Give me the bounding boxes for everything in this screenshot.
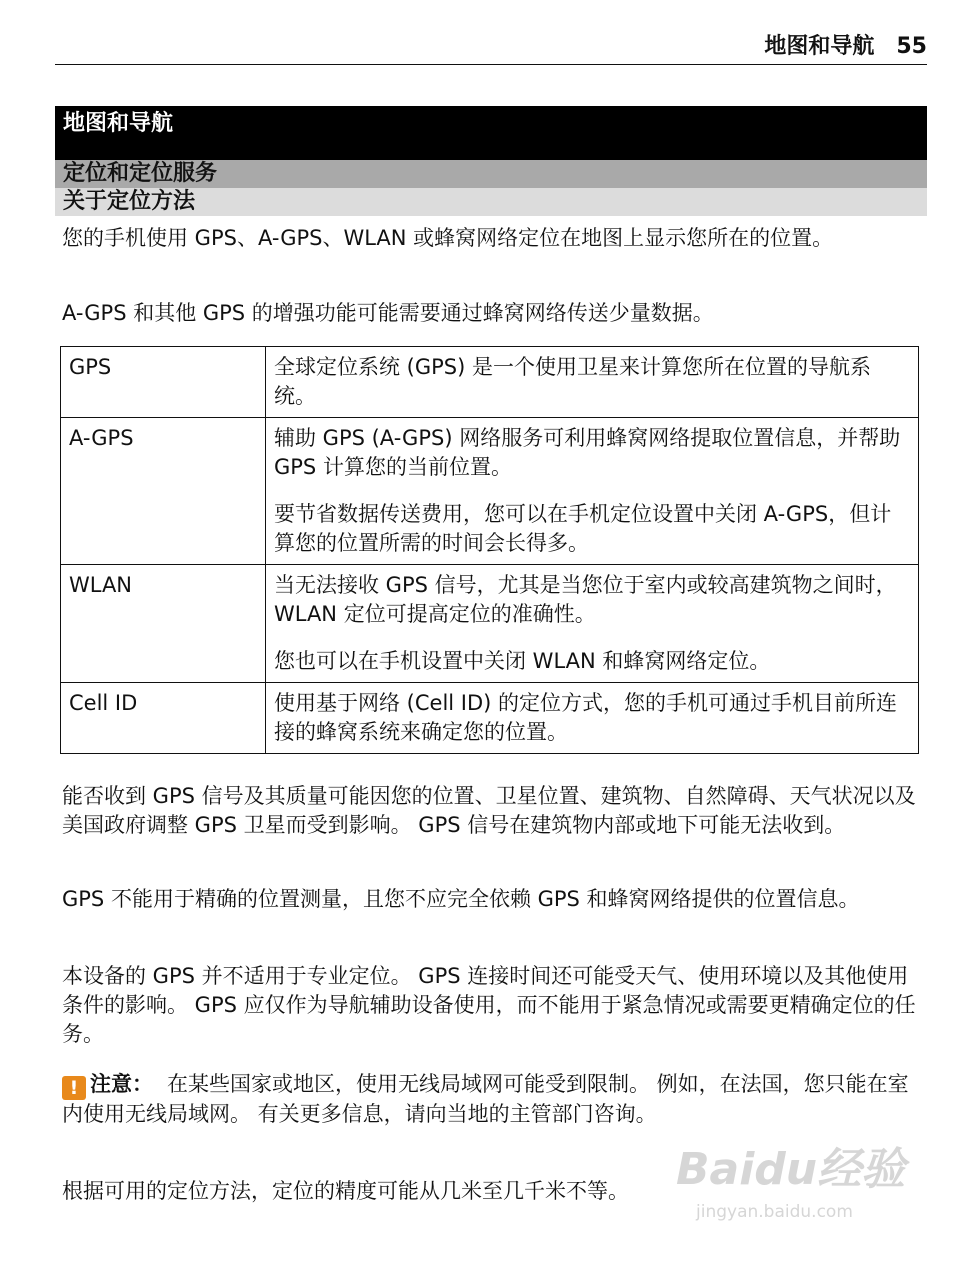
watermark-logo: Baidu经验 — [676, 1144, 906, 1195]
note-text: 在某些国家或地区，使用无线局域网可能受到限制。 例如，在法国，您只能在室内使用无线局域网。 有关更多信息，请向当地的主管部门咨询。 — [62, 1072, 909, 1126]
intro-paragraph-1: 您的手机使用 GPS、A-GPS、WLAN 或蜂窝网络定位在地图上显示您所在的位置。 — [62, 226, 834, 250]
table-term: Cell ID — [61, 683, 266, 754]
description-paragraph: 您也可以在手机设置中关闭 WLAN 和蜂窝网络定位。 — [274, 649, 771, 673]
body-paragraph-3: 本设备的 GPS 并不适用于专业定位。 GPS 连接时间还可能受天气、使用环境以及其他使用条件的影响。 GPS 应仅作为导航辅助设备使用，而不能用于紧急情况或需要更精确定位的任务。 — [62, 964, 916, 1046]
table-description — [266, 418, 919, 565]
watermark-url: jingyan.baidu.com — [696, 1202, 853, 1222]
table-term: GPS — [61, 347, 266, 418]
closing-paragraph: 根据可用的定位方法，定位的精度可能从几米至几千米不等。 — [62, 1179, 629, 1203]
positioning-methods-table — [60, 346, 919, 754]
subsection-title: 关于定位方法 — [55, 188, 927, 216]
intro-paragraph-2: A-GPS 和其他 GPS 的增强功能可能需要通过蜂窝网络传送少量数据。 — [62, 301, 714, 325]
baidu-watermark — [676, 1140, 936, 1250]
table-row-agps — [61, 418, 919, 565]
table-description — [266, 683, 919, 754]
table-row-wlan — [61, 565, 919, 683]
table-row-gps — [61, 347, 919, 418]
table-term: A-GPS — [61, 418, 266, 565]
table-term: WLAN — [61, 565, 266, 683]
running-header — [55, 30, 927, 65]
page-number: 55 — [896, 34, 927, 59]
note-paragraph — [62, 1070, 923, 1129]
section-title: 定位和定位服务 — [55, 160, 927, 188]
body-paragraph-1: 能否收到 GPS 信号及其质量可能因您的位置、卫星位置、建筑物、自然障碍、天气状况以及美国政府调整 GPS 卫星而受到影响。 GPS 信号在建筑物内部或地下可能无法收到。 — [62, 784, 916, 837]
table-description — [266, 565, 919, 683]
table-description — [266, 347, 919, 418]
description-paragraph: 辅助 GPS (A-GPS) 网络服务可利用蜂窝网络提取位置信息，并帮助 GPS 计算您的当前位置。 — [274, 426, 901, 479]
header-title: 地图和导航 — [764, 34, 875, 59]
description-paragraph: 当无法接收 GPS 信号，尤其是当您位于室内或较高建筑物之间时，WLAN 定位可提高定位的准确性。 — [274, 573, 897, 626]
description-paragraph: 要节省数据传送费用，您可以在手机定位设置中关闭 A-GPS，但计算您的位置所需的时间会长得多。 — [274, 502, 892, 555]
body-paragraph-2: GPS 不能用于精确的位置测量，且您不应完全依赖 GPS 和蜂窝网络提供的位置信息。 — [62, 887, 860, 911]
description-paragraph: 全球定位系统 (GPS) 是一个使用卫星来计算您所在位置的导航系统。 — [274, 355, 872, 408]
chapter-title: 地图和导航 — [55, 106, 927, 160]
table-row-cell-id — [61, 683, 919, 754]
warning-icon: ! — [62, 1076, 86, 1100]
description-paragraph: 使用基于网络 (Cell ID) 的定位方式，您的手机可通过手机目前所连接的蜂窝系统来确定您的位置。 — [274, 691, 898, 744]
note-label: 注意： — [90, 1072, 153, 1096]
